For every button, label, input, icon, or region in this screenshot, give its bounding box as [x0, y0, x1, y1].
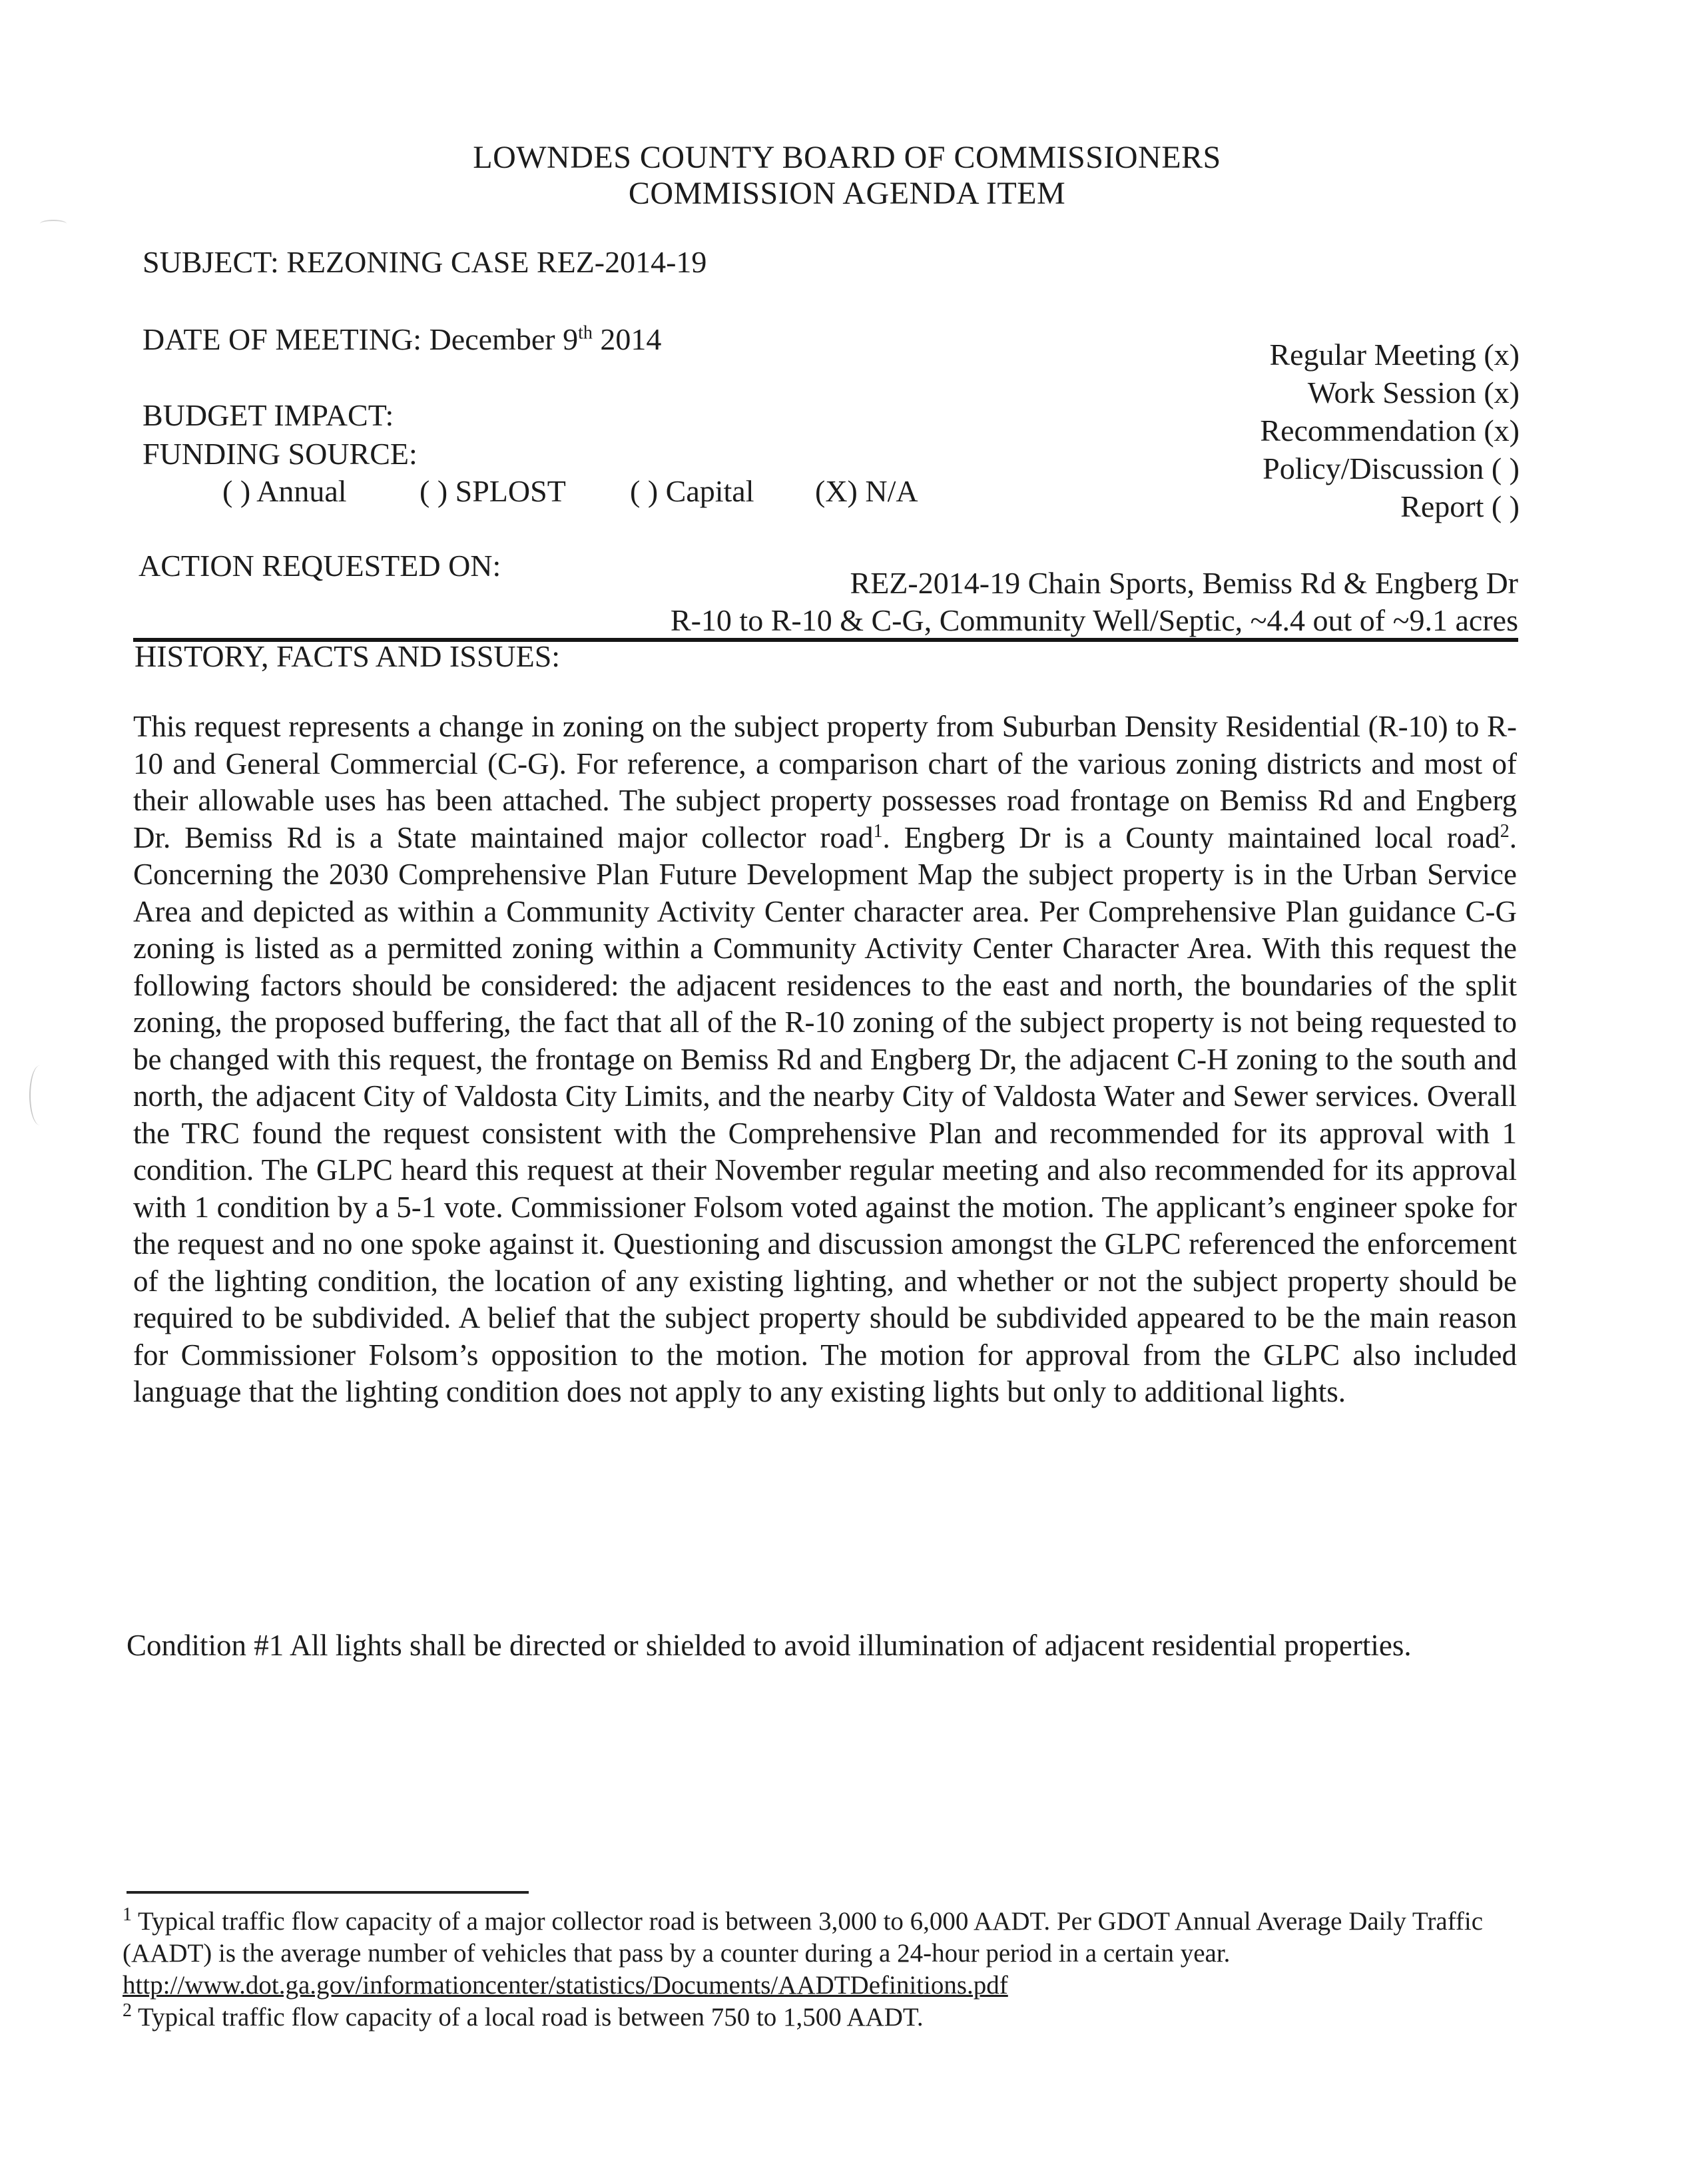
date-suffix: 2014 — [592, 322, 662, 356]
history-label: HISTORY, FACTS AND ISSUES: — [135, 639, 561, 673]
footnote-2 — [123, 2002, 1517, 2034]
footnote-ref-1: 1 — [873, 820, 883, 842]
footnote-ref-2: 2 — [1500, 820, 1510, 842]
footnote-2-text: Typical traffic flow capacity of a local road is between 750 to 1,500 AADT. — [132, 2003, 924, 2032]
date-ordinal: th — [578, 322, 593, 344]
funding-option-capital: ( ) Capital — [630, 474, 754, 508]
meeting-type-list — [1053, 336, 1520, 525]
footnote-1-text: Typical traffic flow capacity of a major collector road is between 3,000 to 6,000 AADT. Per GDOT Annual Average Daily Traffic (AADT) is the average number of vehicles that pass by a counter during a 24-hour period in a certain year. — [123, 1907, 1484, 1968]
action-requested-label: ACTION REQUESTED ON: — [139, 549, 501, 583]
footnote-divider — [127, 1891, 529, 1894]
footnote-1 — [123, 1906, 1517, 2002]
budget-impact-label: BUDGET IMPACT: — [142, 398, 394, 432]
funding-option-na: (X) N/A — [815, 474, 918, 508]
footnotes — [123, 1906, 1517, 2034]
subject-line: SUBJECT: REZONING CASE REZ-2014-19 — [142, 245, 707, 279]
meeting-type-policy: Policy/Discussion ( ) — [1263, 451, 1520, 485]
body-text-part-3: . Concerning the 2030 Comprehensive Plan Future Development Map the subject property is in the Urban Service Area and depicted as within a Community Activity Center character area. Per Comprehensive Plan guidance C-G zoning is listed as a permitted zoning within a Community Activity Center Character Area. With this request the following factors should be considered: the adjacent residences to the east and north, the boundaries of the split zoning, the proposed buffering, the fact that all of the R-10 zoning of the subject property is not being requested to be changed with this request, the frontage on Bemiss Rd and Engberg Dr, the adjacent C-H zoning to the south and north, the adjacent City of Valdosta City Limits, and the nearby City of Valdosta Water and Sewer services. Overall the TRC found the request consistent with the Comprehensive Plan and recommended for its approval with 1 condition. The GLPC heard this request at their November regular meeting and also recommended for its approval with 1 condition by a 5-1 vote. Commissioner Folsom voted against the motion. The applicant’s engineer spoke for the request and no one spoke against it. Questioning and discussion amongst the GLPC referenced the enforcement of the lighting condition, the location of any existing lighting, and whether or not the subject property should be required to be subdivided. A belief that the subject property should be subdivided appeared to be the main reason for Commissioner Folsom’s opposition to the motion. The motion for approval from the GLPC also included language that the lighting condition does not apply to any existing lights but only to additional lights. — [133, 820, 1517, 1408]
meeting-type-regular: Regular Meeting (x) — [1269, 338, 1520, 372]
meeting-type-recommendation: Recommendation (x) — [1260, 413, 1520, 447]
condition-paragraph: Condition #1 All lights shall be directed or shielded to avoid illumination of adjacent residential properties. — [127, 1629, 1412, 1662]
funding-option-splost: ( ) SPLOST — [420, 474, 566, 508]
date-of-meeting — [142, 321, 661, 358]
body-text-part-1: This request represents a change in zoning on the subject property from Suburban Density Residential (R-10) to R-10 and General Commercial (C-G). For reference, a comparison chart of the various zoning districts and most of their allowable uses has been attached. The subject property possesses road frontage on Bemiss Rd and Engberg Dr. Bemiss Rd is a State maintained major collector road — [133, 710, 1517, 854]
header-organization: LOWNDES COUNTY BOARD OF COMMISSIONERS — [473, 140, 1221, 175]
header-document-type: COMMISSION AGENDA ITEM — [628, 176, 1066, 211]
funding-source-label: FUNDING SOURCE: — [142, 437, 418, 471]
meeting-type-work-session: Work Session (x) — [1307, 376, 1520, 410]
funding-option-annual: ( ) Annual — [222, 474, 347, 508]
body-text-part-2: . Engberg Dr is a County maintained local road — [882, 820, 1500, 854]
action-requested-case: REZ-2014-19 Chain Sports, Bemiss Rd & Engberg Dr — [850, 566, 1518, 600]
scan-artifact-mark — [40, 220, 67, 228]
footnote-2-mark: 2 — [123, 2000, 132, 2021]
history-paragraph — [133, 708, 1517, 1411]
footnote-1-mark: 1 — [123, 1904, 132, 1925]
scan-artifact-mark — [29, 1065, 51, 1125]
meeting-type-report: Report ( ) — [1400, 489, 1520, 523]
footnote-1-link[interactable]: http://www.dot.ga.gov/informationcenter/statistics/Documents/AADTDefinitions.pdf — [123, 1971, 1008, 2000]
date-prefix: DATE OF MEETING: December 9 — [142, 322, 579, 356]
action-requested-details: R-10 to R-10 & C-G, Community Well/Septic, ~4.4 out of ~9.1 acres — [670, 603, 1518, 637]
